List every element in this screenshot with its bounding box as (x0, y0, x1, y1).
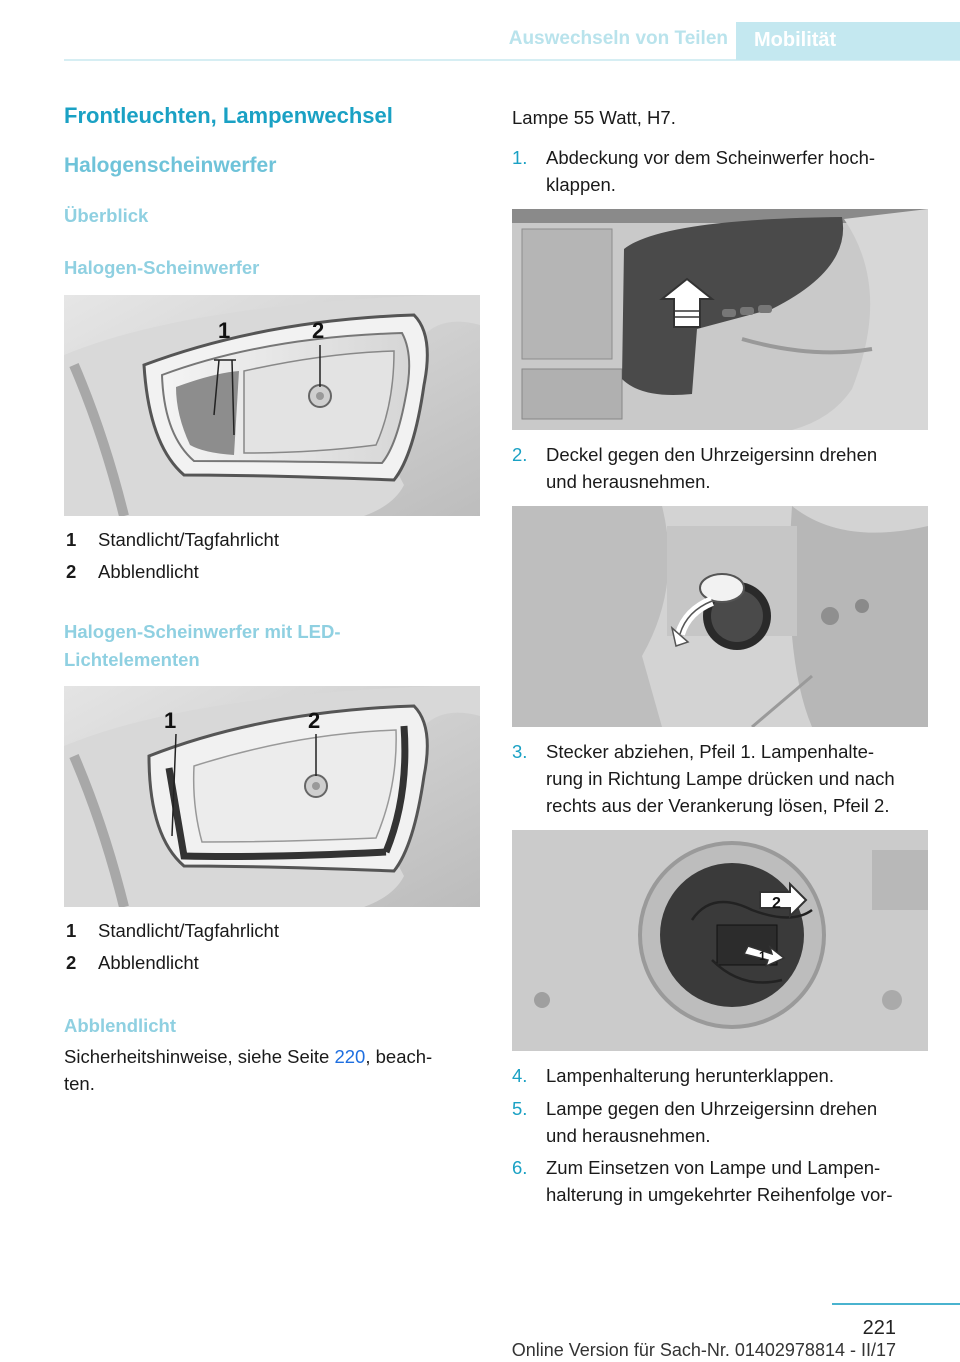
overview-heading: Überblick (64, 205, 149, 226)
step-text-line: klappen. (546, 174, 616, 195)
step-number: 6. (512, 1157, 528, 1178)
figure1-heading: Halogen-Scheinwerfer (64, 257, 260, 278)
legend-number: 1 (66, 529, 77, 550)
fig2-callout-1: 1 (164, 708, 177, 733)
figure2-heading (64, 618, 341, 674)
step-text-line: Abdeckung vor dem Scheinwerfer hoch- (546, 147, 876, 168)
step-number: 5. (512, 1098, 528, 1119)
legend-text: Standlicht/Tagfahrlicht (98, 529, 279, 550)
step-number: 3. (512, 741, 528, 762)
cap-remove-figure (512, 506, 928, 727)
step-text-line: rung in Richtung Lampe drücken und nach (546, 768, 895, 789)
footer-note: Online Version für Sach-Nr. 01402978814 - II/17 (511, 1340, 896, 1360)
halogen-headlight-figure (64, 295, 480, 516)
fig1-callout-1: 1 (218, 318, 231, 343)
header-chapter-tab[interactable]: Mobilität (736, 22, 960, 60)
halogen-led-headlight-figure (64, 686, 480, 907)
legend-text: Abblendlicht (98, 561, 199, 582)
step-text-line: und herausnehmen. (546, 471, 711, 492)
step-text-line: und herausnehmen. (546, 1125, 711, 1146)
step-text-line: Stecker abziehen, Pfeil 1. Lampenhalte- (546, 741, 875, 762)
step-text-line: Zum Einsetzen von Lampe und Lampen- (546, 1157, 881, 1178)
safety-text-end: , beach- (365, 1046, 433, 1067)
header-section-title: Auswechseln von Teilen (508, 28, 728, 49)
lamp-spec: Lampe 55 Watt, H7. (512, 107, 676, 128)
page-link-220[interactable]: 220 (334, 1046, 366, 1067)
cover-flip-up-figure (512, 209, 928, 430)
step-number: 2. (512, 444, 528, 465)
plug-holder-figure (512, 830, 928, 1051)
figure2-heading-line1: Halogen-Scheinwerfer mit LED- (64, 621, 341, 642)
step-text-line: Lampe gegen den Uhrzeigersinn drehen (546, 1098, 878, 1119)
legend-number: 2 (66, 952, 77, 973)
step-text-line: Deckel gegen den Uhrzeigersinn drehen (546, 444, 878, 465)
step-text-line: Lampenhalterung herunterklappen. (546, 1065, 834, 1086)
safety-note (64, 1043, 432, 1097)
footer-rule (832, 1303, 960, 1305)
fig2-callout-2: 2 (308, 708, 321, 733)
safety-text-line2: ten. (64, 1073, 95, 1094)
fig1-callout-2: 2 (312, 318, 325, 343)
step-text-line: rechts aus der Verankerung lösen, Pfeil 2. (546, 795, 890, 816)
fig5-arrow-label-1: 1 (759, 949, 766, 963)
legend-text: Standlicht/Tagfahrlicht (98, 920, 279, 941)
safety-text: Sicherheitshinweise, siehe Seite (64, 1046, 335, 1067)
legend-number: 1 (66, 920, 77, 941)
step-number: 1. (512, 147, 528, 168)
legend-text: Abblendlicht (98, 952, 199, 973)
section-subtitle: Halogenscheinwerfer (64, 154, 277, 177)
step-text-line: halterung in umgekehrter Reihenfolge vor- (546, 1184, 893, 1205)
step-number: 4. (512, 1065, 528, 1086)
low-beam-heading: Abblendlicht (64, 1015, 177, 1036)
fig5-arrow-label-2: 2 (772, 895, 781, 912)
page-title: Frontleuchten, Lampenwechsel (64, 103, 393, 128)
figure2-heading-line2: Lichtelementen (64, 649, 200, 670)
page-number: 221 (862, 1317, 896, 1339)
legend-number: 2 (66, 561, 77, 582)
